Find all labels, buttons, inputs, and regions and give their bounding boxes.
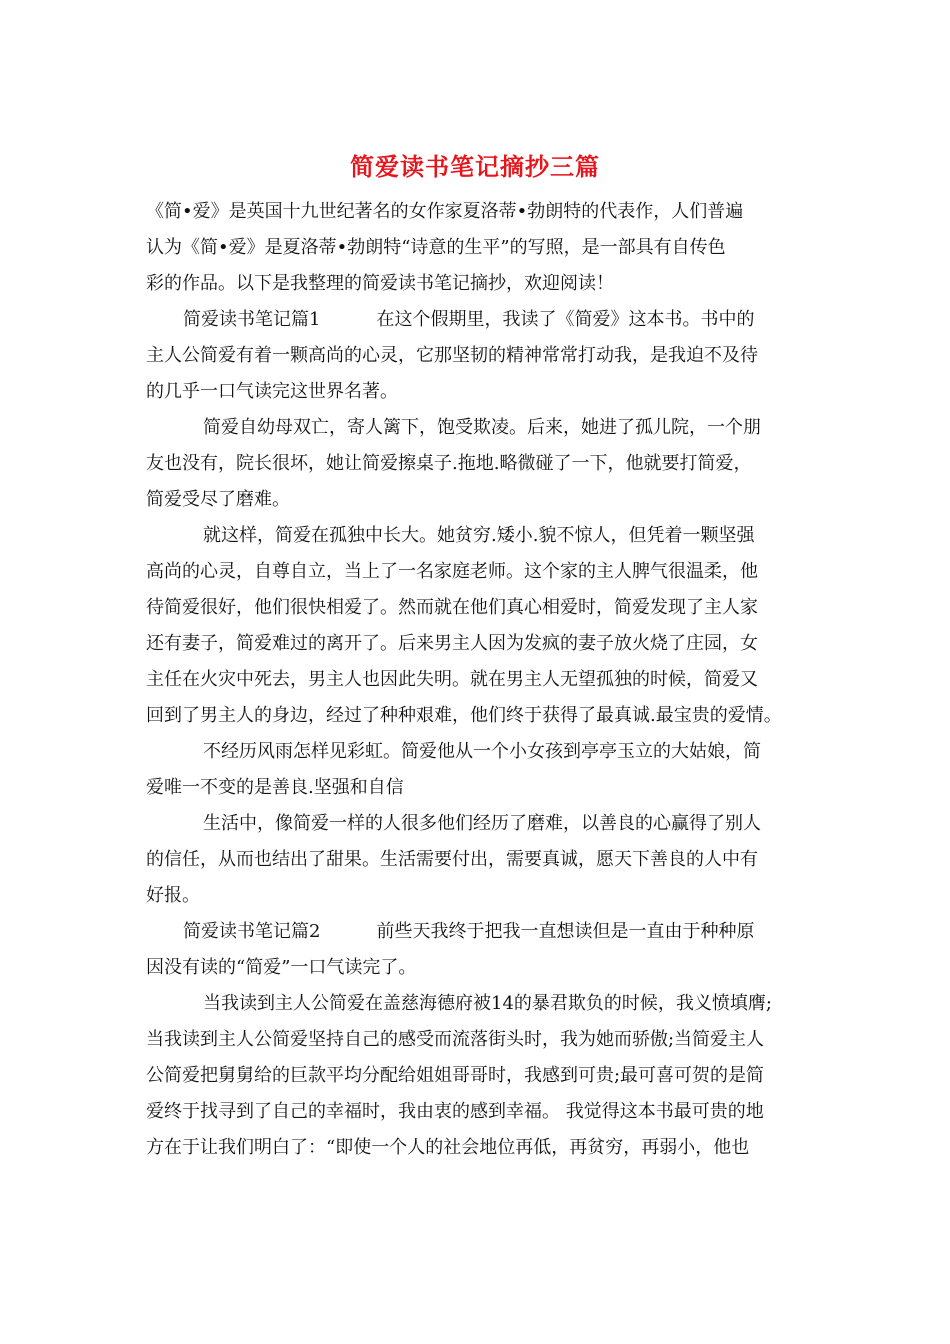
paragraph-line: 方在于让我们明白了：“即使一个人的社会地位再低，再贫穷，再弱小，他也 bbox=[146, 1137, 750, 1158]
paragraph-line: 公简爱把舅舅给的巨款平均分配给姐姐哥哥时，我感到可贵;最可喜可贺的是简 bbox=[146, 1065, 765, 1086]
paragraph-line: 友也没有，院长很坏，她让简爱擦桌子.拖地.略微碰了一下，他就要打简爱， bbox=[146, 453, 752, 474]
paragraph-line: 的信任，从而也结出了甜果。生活需要付出，需要真诚，愿天下善良的人中有 bbox=[146, 849, 758, 870]
paragraph-line: 不经历风雨怎样见彩虹。简爱他从一个小女孩到亭亭玉立的大姑娘，简 bbox=[203, 741, 761, 762]
paragraph-line: 的几乎一口气读完这世界名著。 bbox=[146, 381, 398, 402]
paragraph-line: 《简•爱》是英国十九世纪著名的女作家夏洛蒂•勃朗特的代表作，人们普遍 bbox=[146, 201, 744, 222]
document-title: 简爱读书笔记摘抄三篇 bbox=[350, 152, 600, 181]
paragraph-line: 待简爱很好，他们很快相爱了。然而就在他们真心相爱时，简爱发现了主人家 bbox=[146, 597, 758, 618]
section-heading-2 bbox=[183, 919, 754, 945]
paragraph-line: 认为《简•爱》是夏洛蒂•勃朗特“诗意的生平”的写照，是一部具有自传色 bbox=[146, 237, 726, 258]
section-heading-1 bbox=[183, 307, 754, 333]
paragraph-line: 好报。 bbox=[146, 885, 200, 906]
paragraph-line: 爱唯一不变的是善良.坚强和自信 bbox=[146, 777, 404, 798]
section-heading-text: 前些天我终于把我一直想读但是一直由于种种原 bbox=[376, 921, 755, 942]
section-heading-label: 简爱读书笔记篇2 bbox=[183, 921, 321, 942]
paragraph-line: 主任在火灾中死去，男主人也因此失明。就在男主人无望孤独的时候，简爱又 bbox=[146, 669, 758, 690]
paragraph-line: 爱终于找寻到了自己的幸福时，我由衷的感到幸福。 我觉得这本书最可贵的地 bbox=[146, 1101, 764, 1122]
paragraph-line: 生活中，像简爱一样的人很多他们经历了磨难，以善良的心赢得了别人 bbox=[203, 813, 761, 834]
paragraph-line: 彩的作品。以下是我整理的简爱读书笔记摘抄，欢迎阅读！ bbox=[146, 273, 614, 294]
section-heading-text: 在这个假期里，我读了《简爱》这本书。书中的 bbox=[376, 309, 755, 330]
paragraph-line: 简爱自幼母双亡，寄人篱下，饱受欺凌。后来，她进了孤儿院，一个朋 bbox=[203, 417, 761, 438]
paragraph-line: 高尚的心灵，自尊自立，当上了一名家庭老师。这个家的主人脾气很温柔，他 bbox=[146, 561, 758, 582]
paragraph-line: 当我读到主人公简爱在盖慈海德府被14的暴君欺负的时候，我义愤填膺; bbox=[203, 993, 772, 1014]
paragraph-line: 简爱受尽了磨难。 bbox=[146, 489, 290, 510]
paragraph-line: 还有妻子，简爱难过的离开了。后来男主人因为发疯的妻子放火烧了庄园，女 bbox=[146, 633, 758, 654]
paragraph-line: 回到了男主人的身边，经过了种种艰难，他们终于获得了最真诚.最宝贵的爱情。 bbox=[146, 705, 782, 726]
section-heading-label: 简爱读书笔记篇1 bbox=[183, 309, 321, 330]
paragraph-line: 就这样，简爱在孤独中长大。她贫穷.矮小.貌不惊人，但凭着一颗坚强 bbox=[203, 525, 755, 546]
paragraph-line: 当我读到主人公简爱坚持自己的感受而流落街头时，我为她而骄傲;当简爱主人 bbox=[146, 1029, 765, 1050]
paragraph-line: 因没有读的“简爱”一口气读完了。 bbox=[146, 957, 417, 978]
paragraph-line: 主人公简爱有着一颗高尚的心灵，它那坚韧的精神常常打动我，是我迫不及待 bbox=[146, 345, 758, 366]
